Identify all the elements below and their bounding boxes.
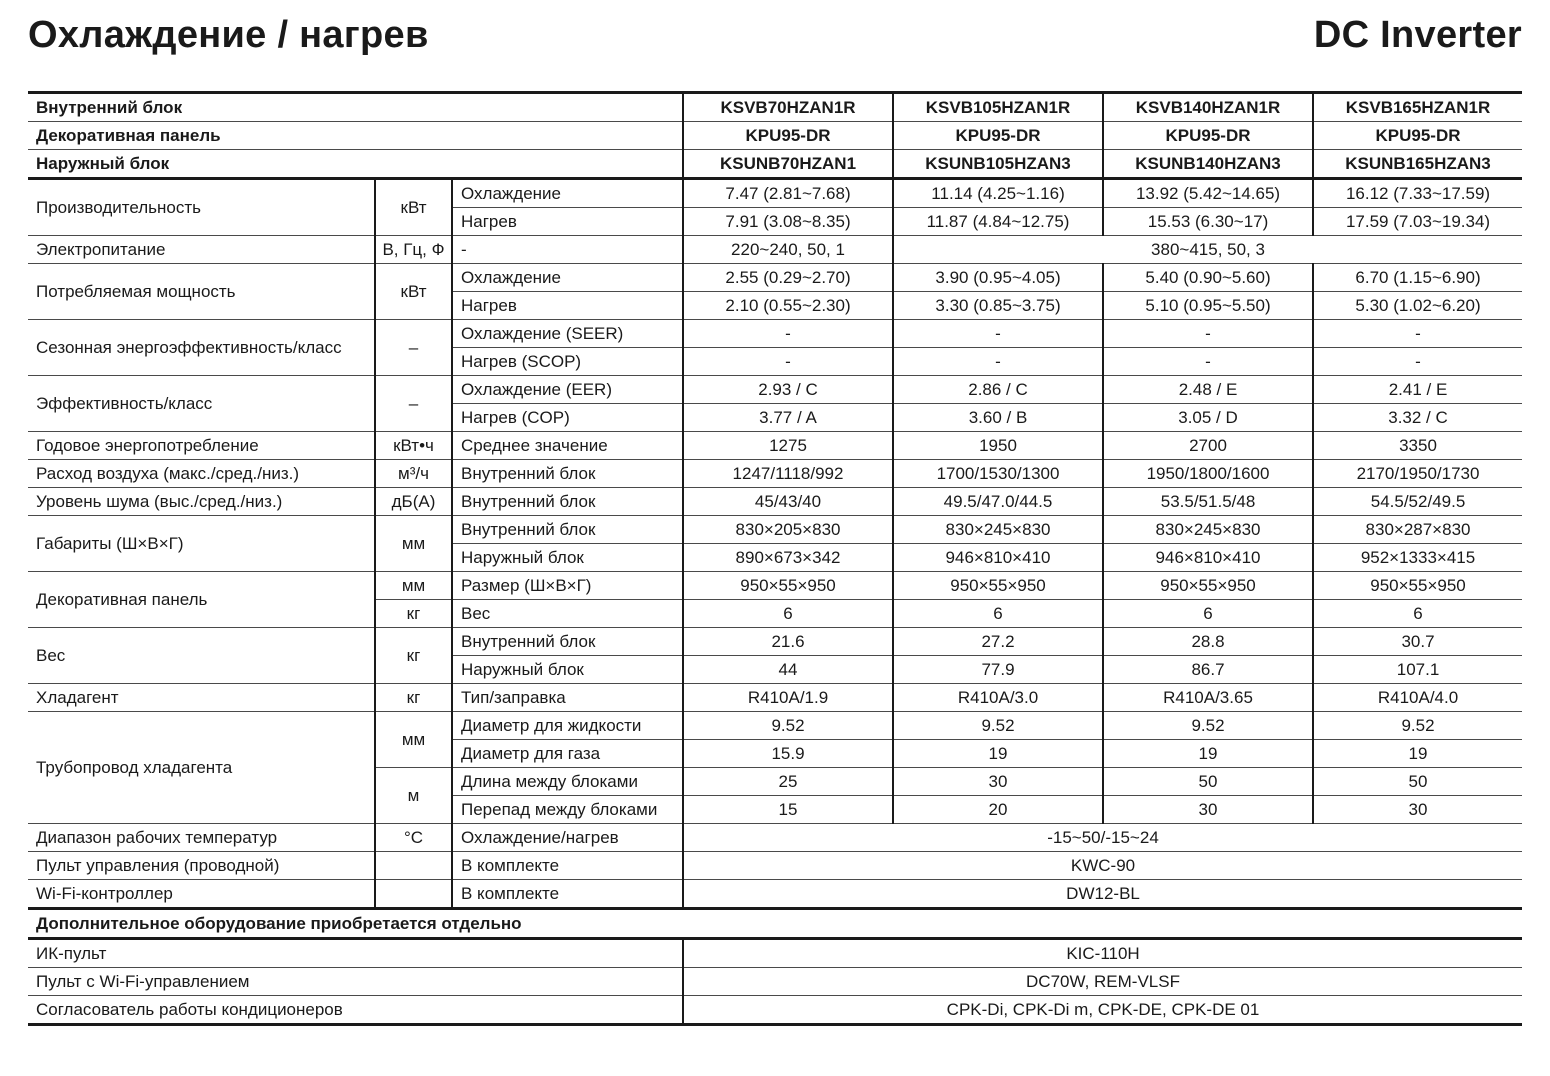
optional-label: ИК-пульт — [28, 939, 683, 968]
value-cell: 1275 — [683, 432, 893, 460]
header-label: Внутренний блок — [28, 93, 683, 122]
param-label: Хладагент — [28, 684, 375, 712]
optional-label: Согласователь работы кондиционеров — [28, 996, 683, 1025]
table-row — [28, 432, 1522, 460]
value-cell: 6 — [1103, 600, 1313, 628]
table-row — [28, 824, 1522, 852]
value-cell: 890×673×342 — [683, 544, 893, 572]
value-cell: 30.7 — [1313, 628, 1522, 656]
value-cell: 830×205×830 — [683, 516, 893, 544]
unit-cell — [375, 880, 452, 909]
value-cell: 77.9 — [893, 656, 1103, 684]
sub-label: Длина между блоками — [452, 768, 683, 796]
sub-label: Охлаждение (EER) — [452, 376, 683, 404]
sub-label: Диаметр для жидкости — [452, 712, 683, 740]
unit-cell: кг — [375, 600, 452, 628]
value-cell: 2.41 / E — [1313, 376, 1522, 404]
value-cell: 380~415, 50, 3 — [893, 236, 1522, 264]
optional-value: CPK-Di, CPK-Di m, CPK-DE, CPK-DE 01 — [683, 996, 1522, 1025]
value-cell: 2700 — [1103, 432, 1313, 460]
value-cell: 53.5/51.5/48 — [1103, 488, 1313, 516]
unit-cell: °C — [375, 824, 452, 852]
value-cell: 950×55×950 — [683, 572, 893, 600]
sub-label: Наружный блок — [452, 544, 683, 572]
optional-label: Пульт с Wi-Fi-управлением — [28, 968, 683, 996]
unit-cell: В, Гц, Ф — [375, 236, 452, 264]
sub-label: Внутренний блок — [452, 488, 683, 516]
value-cell: 6.70 (1.15~6.90) — [1313, 264, 1522, 292]
model-cell: KSVB140HZAN1R — [1103, 93, 1313, 122]
table-row — [28, 179, 1522, 208]
value-cell: 3.77 / A — [683, 404, 893, 432]
value-cell: - — [893, 348, 1103, 376]
unit-cell — [375, 852, 452, 880]
value-cell: 54.5/52/49.5 — [1313, 488, 1522, 516]
value-cell: 946×810×410 — [893, 544, 1103, 572]
param-label: Декоративная панель — [28, 572, 375, 628]
value-cell: 7.47 (2.81~7.68) — [683, 179, 893, 208]
sub-label: Диаметр для газа — [452, 740, 683, 768]
sub-label: Охлаждение/нагрев — [452, 824, 683, 852]
unit-cell: дБ(А) — [375, 488, 452, 516]
value-cell: 17.59 (7.03~19.34) — [1313, 208, 1522, 236]
table-row — [28, 968, 1522, 996]
value-cell: - — [1103, 320, 1313, 348]
param-label: Габариты (Ш×В×Г) — [28, 516, 375, 572]
value-cell: 11.87 (4.84~12.75) — [893, 208, 1103, 236]
model-cell: KSUNB105HZAN3 — [893, 150, 1103, 179]
value-cell: 107.1 — [1313, 656, 1522, 684]
value-cell: 2.10 (0.55~2.30) — [683, 292, 893, 320]
sub-label: Внутренний блок — [452, 516, 683, 544]
header-row-outdoor — [28, 150, 1522, 179]
sub-label: Нагрев (COP) — [452, 404, 683, 432]
value-cell: 15 — [683, 796, 893, 824]
value-cell: 6 — [893, 600, 1103, 628]
sub-label: Внутренний блок — [452, 460, 683, 488]
param-label: Пульт управления (проводной) — [28, 852, 375, 880]
unit-cell: кВт — [375, 179, 452, 236]
optional-header: Дополнительное оборудование приобретается отдельно — [28, 909, 1522, 939]
table-row — [28, 264, 1522, 292]
value-cell: 15.53 (6.30~17) — [1103, 208, 1313, 236]
unit-cell: мм — [375, 712, 452, 768]
value-cell: 1247/1118/992 — [683, 460, 893, 488]
table-row — [28, 852, 1522, 880]
value-cell: 830×245×830 — [893, 516, 1103, 544]
optional-header-row — [28, 909, 1522, 939]
value-cell: 16.12 (7.33~17.59) — [1313, 179, 1522, 208]
unit-cell: кВт — [375, 264, 452, 320]
unit-cell: кг — [375, 684, 452, 712]
param-label: Электропитание — [28, 236, 375, 264]
value-cell: 2.55 (0.29~2.70) — [683, 264, 893, 292]
sub-label: Охлаждение — [452, 179, 683, 208]
value-cell: 946×810×410 — [1103, 544, 1313, 572]
value-cell: 11.14 (4.25~1.16) — [893, 179, 1103, 208]
param-label: Вес — [28, 628, 375, 684]
value-cell: 6 — [683, 600, 893, 628]
param-label: Потребляемая мощность — [28, 264, 375, 320]
value-cell: 3350 — [1313, 432, 1522, 460]
model-cell: KSUNB140HZAN3 — [1103, 150, 1313, 179]
value-cell: 1700/1530/1300 — [893, 460, 1103, 488]
value-cell: 45/43/40 — [683, 488, 893, 516]
table-row — [28, 939, 1522, 968]
sub-label: Наружный блок — [452, 656, 683, 684]
value-cell: - — [683, 320, 893, 348]
table-row — [28, 712, 1522, 740]
series-title: DC Inverter — [1313, 14, 1522, 56]
sub-label: Перепад между блоками — [452, 796, 683, 824]
value-cell: 25 — [683, 768, 893, 796]
header-row-indoor — [28, 93, 1522, 122]
value-cell: 9.52 — [893, 712, 1103, 740]
value-cell: 19 — [1103, 740, 1313, 768]
sub-label: Тип/заправка — [452, 684, 683, 712]
table-row — [28, 376, 1522, 404]
value-cell: 5.40 (0.90~5.60) — [1103, 264, 1313, 292]
value-cell: - — [1103, 348, 1313, 376]
value-cell: R410A/4.0 — [1313, 684, 1522, 712]
value-cell: 30 — [893, 768, 1103, 796]
value-cell: 6 — [1313, 600, 1522, 628]
model-cell: KSUNB165HZAN3 — [1313, 150, 1522, 179]
value-cell: 950×55×950 — [893, 572, 1103, 600]
value-cell: 1950 — [893, 432, 1103, 460]
value-cell: 49.5/47.0/44.5 — [893, 488, 1103, 516]
table-row — [28, 516, 1522, 544]
model-cell: KPU95-DR — [1103, 122, 1313, 150]
sub-label: Среднее значение — [452, 432, 683, 460]
sub-label: - — [452, 236, 683, 264]
header-label: Декоративная панель — [28, 122, 683, 150]
unit-cell: – — [375, 376, 452, 432]
value-cell: -15~50/-15~24 — [683, 824, 1522, 852]
value-cell: 9.52 — [1103, 712, 1313, 740]
value-cell: 2170/1950/1730 — [1313, 460, 1522, 488]
value-cell: 5.10 (0.95~5.50) — [1103, 292, 1313, 320]
value-cell: KWC-90 — [683, 852, 1522, 880]
value-cell: 2.86 / C — [893, 376, 1103, 404]
sub-label: Вес — [452, 600, 683, 628]
table-row — [28, 628, 1522, 656]
value-cell: DW12-BL — [683, 880, 1522, 909]
sub-label: Размер (Ш×В×Г) — [452, 572, 683, 600]
spec-table — [28, 91, 1522, 1026]
value-cell: 19 — [893, 740, 1103, 768]
table-row — [28, 684, 1522, 712]
value-cell: 13.92 (5.42~14.65) — [1103, 179, 1313, 208]
value-cell: 15.9 — [683, 740, 893, 768]
param-label: Эффективность/класс — [28, 376, 375, 432]
sub-label: Внутренний блок — [452, 628, 683, 656]
value-cell: R410A/3.0 — [893, 684, 1103, 712]
header-row-panel — [28, 122, 1522, 150]
param-label: Производительность — [28, 179, 375, 236]
value-cell: 9.52 — [1313, 712, 1522, 740]
param-label: Диапазон рабочих температур — [28, 824, 375, 852]
value-cell: 9.52 — [683, 712, 893, 740]
value-cell: 950×55×950 — [1313, 572, 1522, 600]
value-cell: 3.05 / D — [1103, 404, 1313, 432]
param-label: Трубопровод хладагента — [28, 712, 375, 824]
value-cell: 3.30 (0.85~3.75) — [893, 292, 1103, 320]
value-cell: 50 — [1103, 768, 1313, 796]
value-cell: 21.6 — [683, 628, 893, 656]
value-cell: - — [893, 320, 1103, 348]
value-cell: 2.93 / C — [683, 376, 893, 404]
value-cell: R410A/1.9 — [683, 684, 893, 712]
param-label: Wi-Fi-контроллер — [28, 880, 375, 909]
unit-cell: м³/ч — [375, 460, 452, 488]
value-cell: 2.48 / E — [1103, 376, 1313, 404]
sub-label: Нагрев (SCOP) — [452, 348, 683, 376]
param-label: Уровень шума (выс./сред./низ.) — [28, 488, 375, 516]
unit-cell: – — [375, 320, 452, 376]
value-cell: 830×245×830 — [1103, 516, 1313, 544]
sub-label: Охлаждение — [452, 264, 683, 292]
model-cell: KSVB165HZAN1R — [1313, 93, 1522, 122]
model-cell: KPU95-DR — [683, 122, 893, 150]
value-cell: 20 — [893, 796, 1103, 824]
value-cell: - — [1313, 320, 1522, 348]
sub-label: В комплекте — [452, 880, 683, 909]
value-cell: R410A/3.65 — [1103, 684, 1313, 712]
value-cell: 27.2 — [893, 628, 1103, 656]
optional-value: KIC-110H — [683, 939, 1522, 968]
value-cell: 220~240, 50, 1 — [683, 236, 893, 264]
sub-label: Нагрев — [452, 292, 683, 320]
table-row — [28, 880, 1522, 909]
value-cell: 44 — [683, 656, 893, 684]
table-row — [28, 488, 1522, 516]
value-cell: 3.90 (0.95~4.05) — [893, 264, 1103, 292]
sub-label: В комплекте — [452, 852, 683, 880]
unit-cell: мм — [375, 516, 452, 572]
value-cell: - — [1313, 348, 1522, 376]
value-cell: 1950/1800/1600 — [1103, 460, 1313, 488]
value-cell: - — [683, 348, 893, 376]
value-cell: 30 — [1313, 796, 1522, 824]
model-cell: KPU95-DR — [1313, 122, 1522, 150]
unit-cell: кВт•ч — [375, 432, 452, 460]
model-cell: KSVB105HZAN1R — [893, 93, 1103, 122]
sub-label: Охлаждение (SEER) — [452, 320, 683, 348]
value-cell: 3.32 / C — [1313, 404, 1522, 432]
value-cell: 19 — [1313, 740, 1522, 768]
value-cell: 952×1333×415 — [1313, 544, 1522, 572]
value-cell: 30 — [1103, 796, 1313, 824]
value-cell: 50 — [1313, 768, 1522, 796]
unit-cell: м — [375, 768, 452, 824]
table-row — [28, 996, 1522, 1025]
unit-cell: кг — [375, 628, 452, 684]
value-cell: 86.7 — [1103, 656, 1313, 684]
page-title: Охлаждение / нагрев — [28, 14, 429, 56]
model-cell: KSUNB70HZAN1 — [683, 150, 893, 179]
sub-label: Нагрев — [452, 208, 683, 236]
value-cell: 950×55×950 — [1103, 572, 1313, 600]
table-row — [28, 236, 1522, 264]
value-cell: 7.91 (3.08~8.35) — [683, 208, 893, 236]
table-row — [28, 572, 1522, 600]
value-cell: 28.8 — [1103, 628, 1313, 656]
unit-cell: мм — [375, 572, 452, 600]
param-label: Годовое энергопотребление — [28, 432, 375, 460]
value-cell: 830×287×830 — [1313, 516, 1522, 544]
param-label: Сезонная энергоэффективность/класс — [28, 320, 375, 376]
header-label: Наружный блок — [28, 150, 683, 179]
model-cell: KPU95-DR — [893, 122, 1103, 150]
optional-value: DC70W, REM-VLSF — [683, 968, 1522, 996]
table-row — [28, 320, 1522, 348]
param-label: Расход воздуха (макс./сред./низ.) — [28, 460, 375, 488]
value-cell: 5.30 (1.02~6.20) — [1313, 292, 1522, 320]
table-row — [28, 460, 1522, 488]
value-cell: 3.60 / B — [893, 404, 1103, 432]
model-cell: KSVB70HZAN1R — [683, 93, 893, 122]
